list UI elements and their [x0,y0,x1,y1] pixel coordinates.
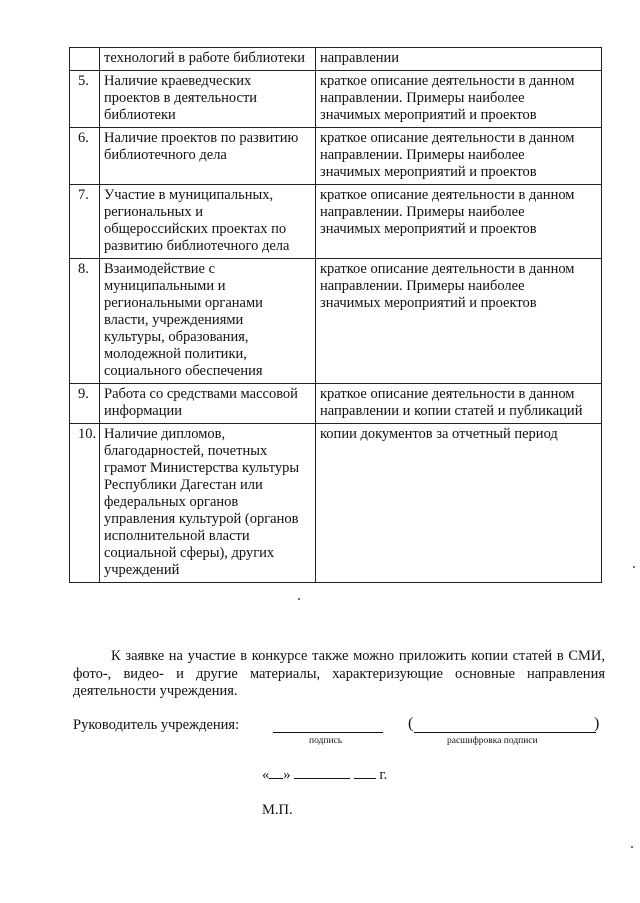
criterion-name: Наличие краеведческих проектов в деятельности библиотеки [104,73,258,123]
signature-label: Руководитель учреждения: [73,717,240,733]
criterion-name-cell [100,259,316,384]
criterion-name-cell [100,384,316,424]
row-number: 10. [78,426,97,442]
row-number: 9. [78,386,89,402]
row-number: 6. [78,130,89,146]
row-number-cell [70,48,100,71]
criterion-name-cell [100,128,316,185]
table-row [70,384,602,424]
year-blank [354,766,376,779]
criteria-table-body [70,48,602,583]
criterion-name-cell [100,71,316,128]
criterion-description: краткое описание деятельности в данном направлении. Примеры наиболее значимых мероприятий и проектов [320,73,575,123]
row-number: 7. [78,187,89,203]
paren-close: ) [594,715,600,732]
table-row [70,185,602,259]
criterion-name: Наличие дипломов, благодарностей, почетных грамот Министерства культуры Республики Дагестан или федеральных органов управления культурой (органов исполнительной власти социальной сферы), других учреждений [104,426,300,578]
criterion-name: Взаимодействие с муниципальными и региональными органами власти, учреждениями культуры, образования, молодежной политики, социального обеспечения [104,261,263,379]
stamp-place: М.П. [262,802,293,818]
year-suffix: г. [379,767,388,783]
criteria-table [69,47,602,583]
row-number-cell [70,384,100,424]
criterion-name-cell [100,185,316,259]
scan-speck [633,566,635,568]
paren-open: ( [408,715,414,732]
row-number-cell [70,424,100,583]
criterion-name-cell [100,48,316,71]
criterion-description: краткое описание деятельности в данном направлении. Примеры наиболее значимых мероприятий и проектов [320,130,575,180]
criterion-name: Наличие проектов по развитию библиотечного дела [104,130,299,163]
signature-caption: подпись [309,736,343,746]
row-number: 8. [78,261,89,277]
criterion-description-cell [316,424,602,583]
date-quote-close: » [283,767,291,783]
criterion-description-cell [316,71,602,128]
row-number-cell [70,185,100,259]
note-text: К заявке на участие в конкурсе также можно приложить копии статей в СМИ, фото-, видео- и другие материалы, характеризующие основные направления деятельности учреждения. [73,648,605,699]
criterion-name-cell [100,424,316,583]
scan-speck [298,598,300,600]
criterion-description-cell [316,48,602,71]
signature-line [273,732,383,733]
criterion-description: направлении [320,50,400,66]
decoding-caption: расшифровка подписи [447,736,538,746]
date-quote-open: « [262,767,270,783]
criterion-description-cell [316,185,602,259]
criterion-name: Участие в муниципальных, региональных и общероссийских проектах по развитию библиотечного дела [104,187,290,254]
criterion-description: краткое описание деятельности в данном направлении. Примеры наиболее значимых мероприятий и проектов [320,261,575,311]
criterion-description-cell [316,259,602,384]
scan-speck [631,846,633,848]
criterion-description-cell [316,384,602,424]
row-number: 5. [78,73,89,89]
decoding-line [414,732,596,733]
note-paragraph [73,648,605,701]
table-row [70,424,602,583]
month-blank [294,766,350,779]
criterion-name: технологий в работе библиотеки [104,50,306,66]
row-number-cell [70,71,100,128]
row-number-cell [70,128,100,185]
table-row [70,48,602,71]
table-row [70,259,602,384]
table-row [70,71,602,128]
row-number-cell [70,259,100,384]
table-row [70,128,602,185]
criterion-description-cell [316,128,602,185]
date-line [262,766,387,784]
criterion-description: краткое описание деятельности в данном направлении. Примеры наиболее значимых мероприятий и проектов [320,187,575,237]
criterion-description: копии документов за отчетный период [320,426,558,442]
day-blank [269,766,283,779]
criterion-description: краткое описание деятельности в данном направлении и копии статей и публикаций [320,386,583,419]
criterion-name: Работа со средствами массовой информации [104,386,298,419]
